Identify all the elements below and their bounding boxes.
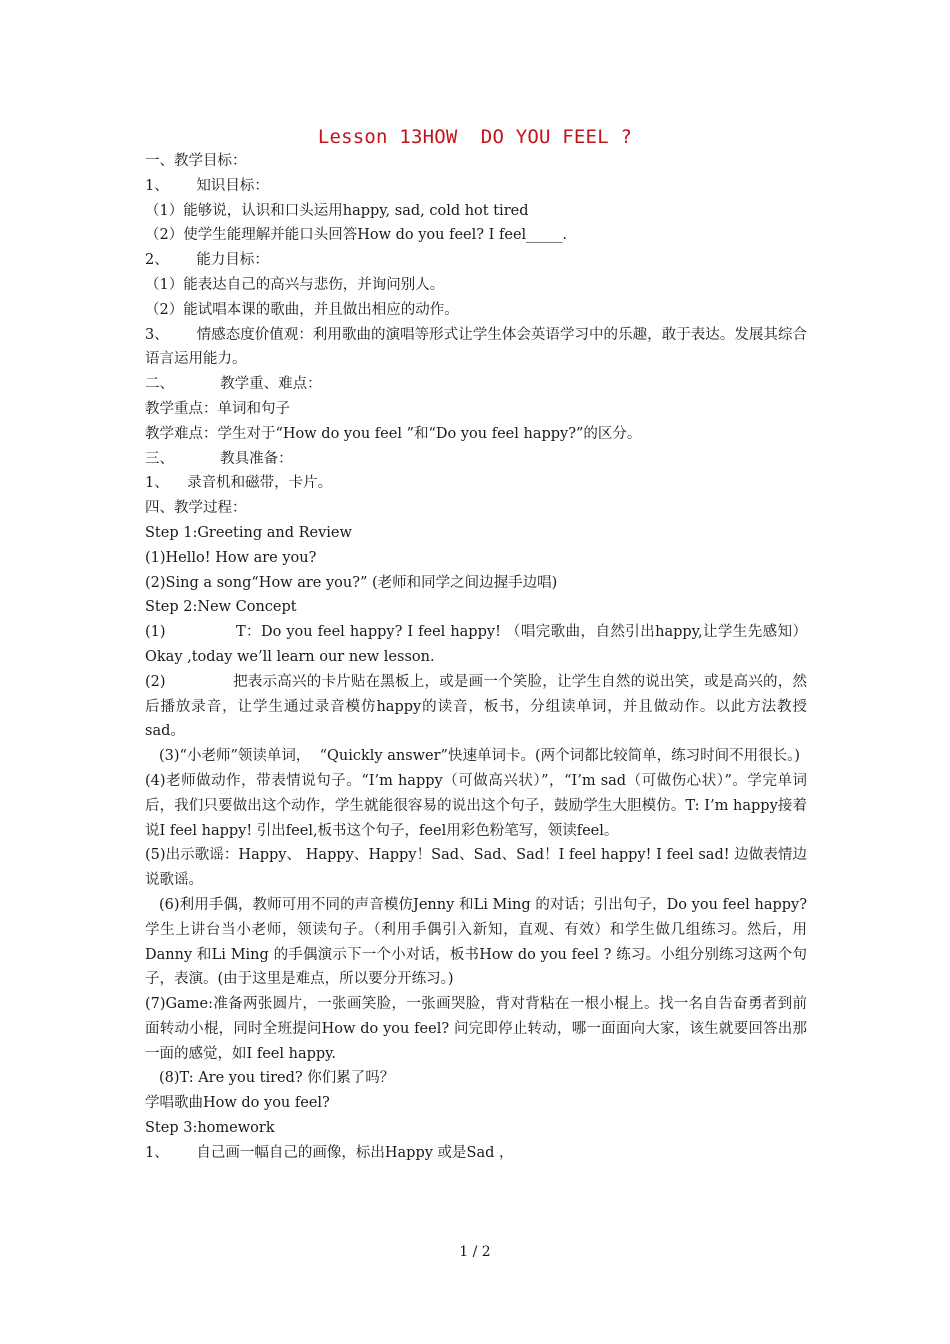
section-heading: 二、 教学重、难点： [145,376,322,393]
list-item: 1、 自己画一幅自己的画像，标出Happy 或是Sad ， [145,1144,514,1161]
list-item: （2）使学生能理解并能口头回答How do you feel? I feel_____. [145,227,568,244]
subsection-heading: 1、 知识目标： [145,177,269,194]
paragraph: (7)Game:准备两张圆片，一张画笑脸，一张画哭脸，背对背粘在一根小棍上。找一名自告奋勇者到前面转动小棍，同时全班提问How do you feel? 问完即停止转动，哪一面面向大家，该生就要回答出那一面的感觉，如I feel happy. [145,996,807,1062]
document-title: Lesson 13HOW DO YOU FEEL ? [317,126,633,148]
paragraph: 教学重点：单词和句子 [145,400,290,417]
paragraph: (2) 把表示高兴的卡片贴在黑板上，或是画一个笑脸，让学生自然的说出笑，或是高兴的，然后播放录音，让学生通过录音模仿happy的读音，板书，分组读单词，并且做动作。以此方法教授sad。 [145,673,807,740]
section-heading: 三、 教具准备： [145,450,293,467]
paragraph: (4)老师做动作，带表情说句子。“I’m happy（可做高兴状）”，“I’m sad（可做伤心状）”。学完单词后，我们只要做出这个动作，学生就能很容易的说出这个句子，鼓励学生大胆模仿。T: I’m happy接着说I feel happy! 引出feel,板书这个句子，feel用彩色粉笔写，领读feel。 [145,772,807,839]
document-body [145,149,812,1166]
list-item: （1）能表达自己的高兴与悲伤，并询问别人。 [145,276,445,293]
list-item: (2)Sing a song“How are you?” (老师和同学之间边握手边唱) [145,574,558,591]
paragraph: (5)出示歌谣：Happy、 Happy、Happy！Sad、Sad、Sad！I feel happy! I feel sad! 边做表情边说歌谣。 [145,847,807,889]
paragraph: (8)T: Are you tired? 你们累了吗？ [159,1070,395,1087]
section-heading: 四、教学过程： [145,500,247,517]
paragraph: 学唱歌曲How do you feel? [145,1095,330,1112]
paragraph: (6)利用手偶，教师可用不同的声音模仿Jenny 和Li Ming 的对话；引出句子，Do you feel happy? 学生上讲台当小老师，领读句子。（利用手偶引入新知，直观、有效）和学生做几组练习。然后，用Danny 和Li Ming 的手偶演示下一个小对话，板书How do you feel ? 练习。小组分别练习这两个句子，表演。(由于这里是难点，所以要分开练习。) [145,896,812,988]
paragraph: (1) T：Do you feel happy? I feel happy! （唱完歌曲，自然引出happy,让学生先感知）Okay ,today we’ll learn our new lesson. [145,624,807,665]
step-heading: Step 3:homework [145,1120,275,1137]
paragraph: 教学难点：学生对于“How do you feel ”和“Do you feel happy?”的区分。 [145,425,642,442]
paragraph: 3、 情感态度价值观：利用歌曲的演唱等形式让学生体会英语学习中的乐趣，敢于表达。发展其综合语言运用能力。 [145,326,807,368]
step-heading: Step 2:New Concept [145,599,297,616]
list-item: 1、 录音机和磁带，卡片。 [145,475,333,492]
page-number: 1 / 2 [459,1244,491,1260]
list-item: （2）能试唱本课的歌曲，并且做出相应的动作。 [145,301,459,318]
subsection-heading: 2、 能力目标： [145,252,269,269]
list-item: (1)Hello! How are you? [145,549,317,566]
section-heading: 一、教学目标： [145,153,247,169]
list-item: （1）能够说，认识和口头运用happy, sad, cold hot tired [145,202,529,219]
paragraph: (3)“小老师”领读单词， “Quickly answer”快速单词卡。(两个词都比较简单，练习时间不用很长。) [159,748,801,765]
step-heading: Step 1:Greeting and Review [145,524,352,541]
